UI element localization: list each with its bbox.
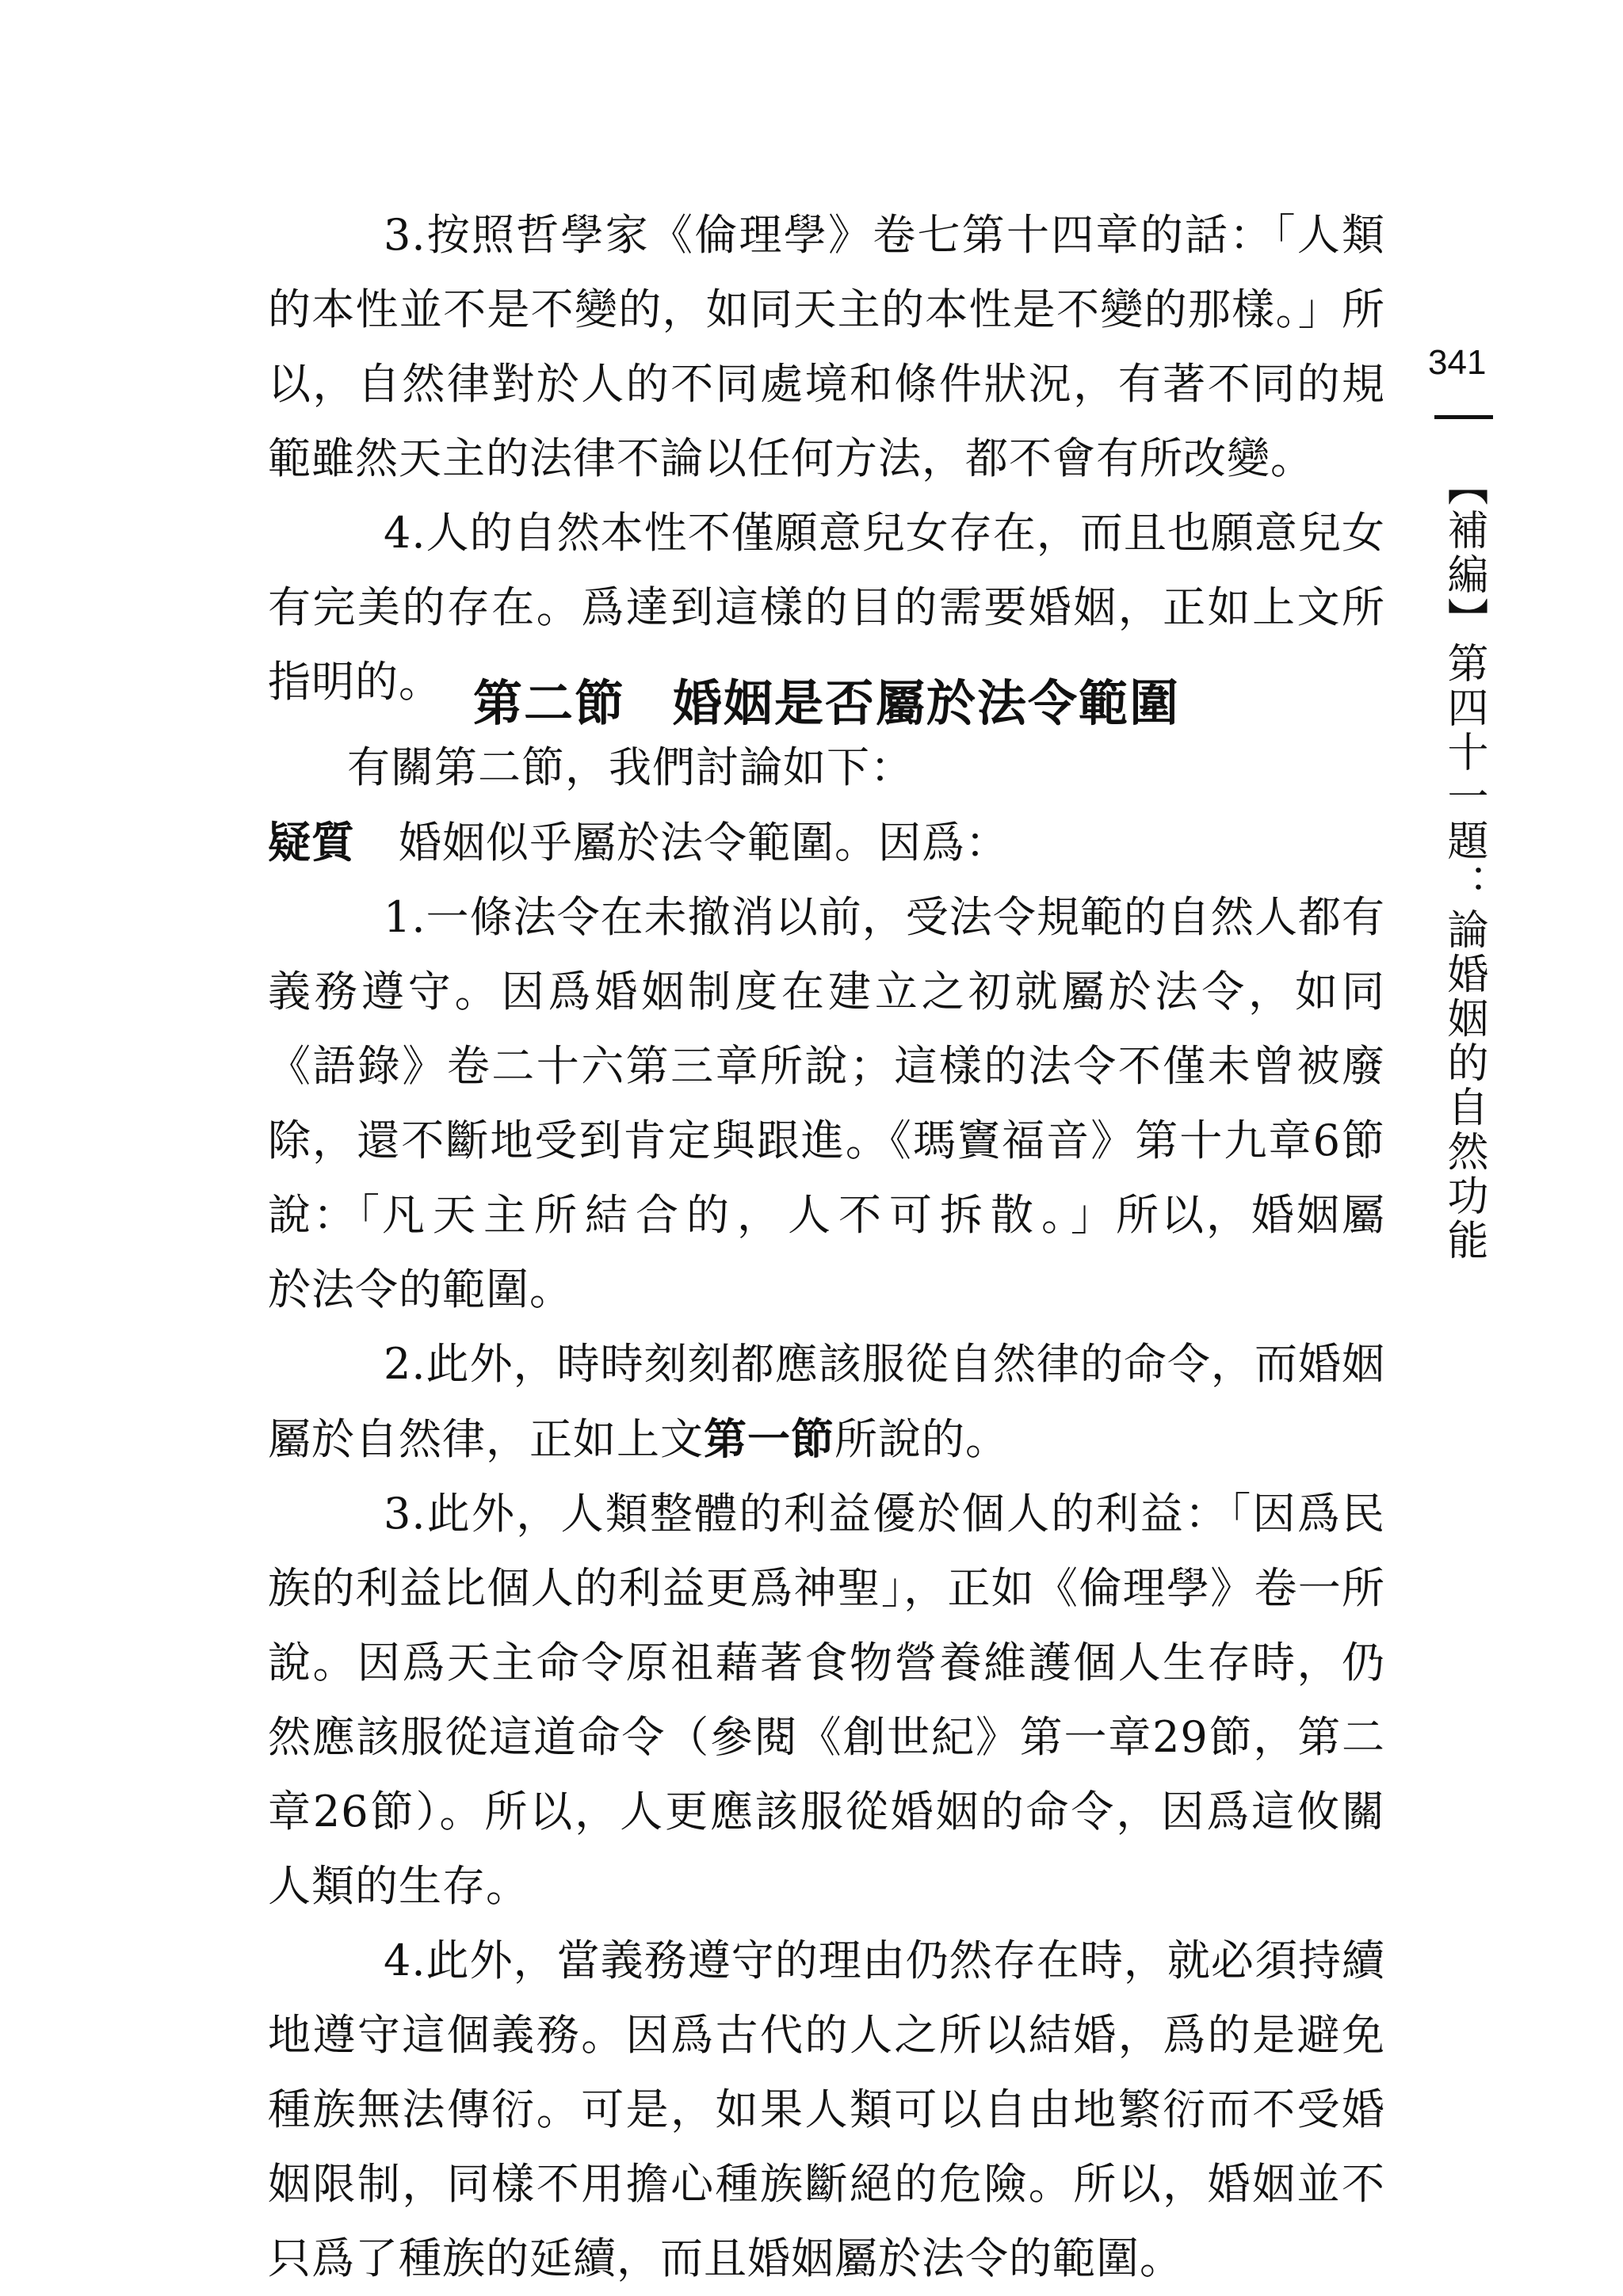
objection-text: 婚姻似乎屬於法令範圍。因爲： xyxy=(399,818,1009,868)
section-number: 第二節 xyxy=(472,674,625,732)
paragraph-point-2 xyxy=(268,1327,1385,1477)
point-2-ending: 所說的。 xyxy=(834,1414,1009,1464)
main-text-block xyxy=(268,730,1385,2296)
scripture-quote: 凡天主所結合的，人不可拆散。 xyxy=(382,1190,1071,1240)
section-title: 婚姻是否屬於法令範圍 xyxy=(673,674,1181,732)
margin-rule xyxy=(1434,415,1493,419)
paragraph-point-3: 3.此外，人類整體的利益優於個人的利益：「因爲民族的利益比個人的利益更爲神聖」，正如《倫理學》卷一所說。因爲天主命令原祖藉著食物營養維護個人生存時，仍然應該服從這道命令（參閱《創世紀》第一章29節，第二章26節）。所以，人更應該服從婚姻的命令，因爲這攸關人類的生存。 xyxy=(268,1489,1385,1911)
paragraph-point-4: 4.此外，當義務遵守的理由仍然存在時，就必須持續地遵守這個義務。因爲古代的人之所以結婚，爲的是避免種族無法傳衍。可是，如果人類可以自由地繁衍而不受婚姻限制，同樣不用擔心種族斷絕的危險。所以，婚姻並不只爲了種族的延續，而且婚姻屬於法令的範圍。 xyxy=(268,1936,1385,2283)
intro-line: 有關第二節，我們討論如下： xyxy=(347,742,914,792)
top-text-block xyxy=(268,198,1385,719)
objection-label: 疑質 xyxy=(268,817,355,868)
paragraph-point-1 xyxy=(268,880,1385,1327)
page-number: 341 xyxy=(1428,343,1487,382)
point-2-emphasis: 第一節 xyxy=(704,1413,834,1464)
point-1-ending: 」所以，婚姻屬於法令的範圍。 xyxy=(268,1190,1385,1314)
point-2-text: 2.此外，時時刻刻都應該服從自然律的命令，而婚姻屬於自然律，正如上文 xyxy=(268,1339,1385,1464)
paragraph-point-4-top: 4.人的自然本性不僅願意兒女存在，而且也願意兒女有完美的存在。爲達到這樣的目的需要婚姻，正如上文所指明的。 xyxy=(268,508,1385,707)
point-1-text: 1.一條法令在未撤消以前，受法令規範的自然人都有義務遵守。因爲婚姻制度在建立之初就屬於法令，如同《語錄》卷二十六第三章所說；這樣的法令不僅未曾被廢除，還不斷地受到肯定與跟進。《瑪竇福音》第十九章6節說：「 xyxy=(268,892,1385,1240)
paragraph-point-3-top: 3.按照哲學家《倫理學》卷七第十四章的話：「人類的本性並不是不變的，如同天主的本性是不變的那樣。」所以，自然律對於人的不同處境和條件狀況，有著不同的規範雖然天主的法律不論以任何方法，都不會有所改變。 xyxy=(268,210,1385,483)
objection-line xyxy=(268,805,1385,880)
running-head: 【補編】第四十一題：論婚姻的自然功能 xyxy=(1440,464,1487,1263)
